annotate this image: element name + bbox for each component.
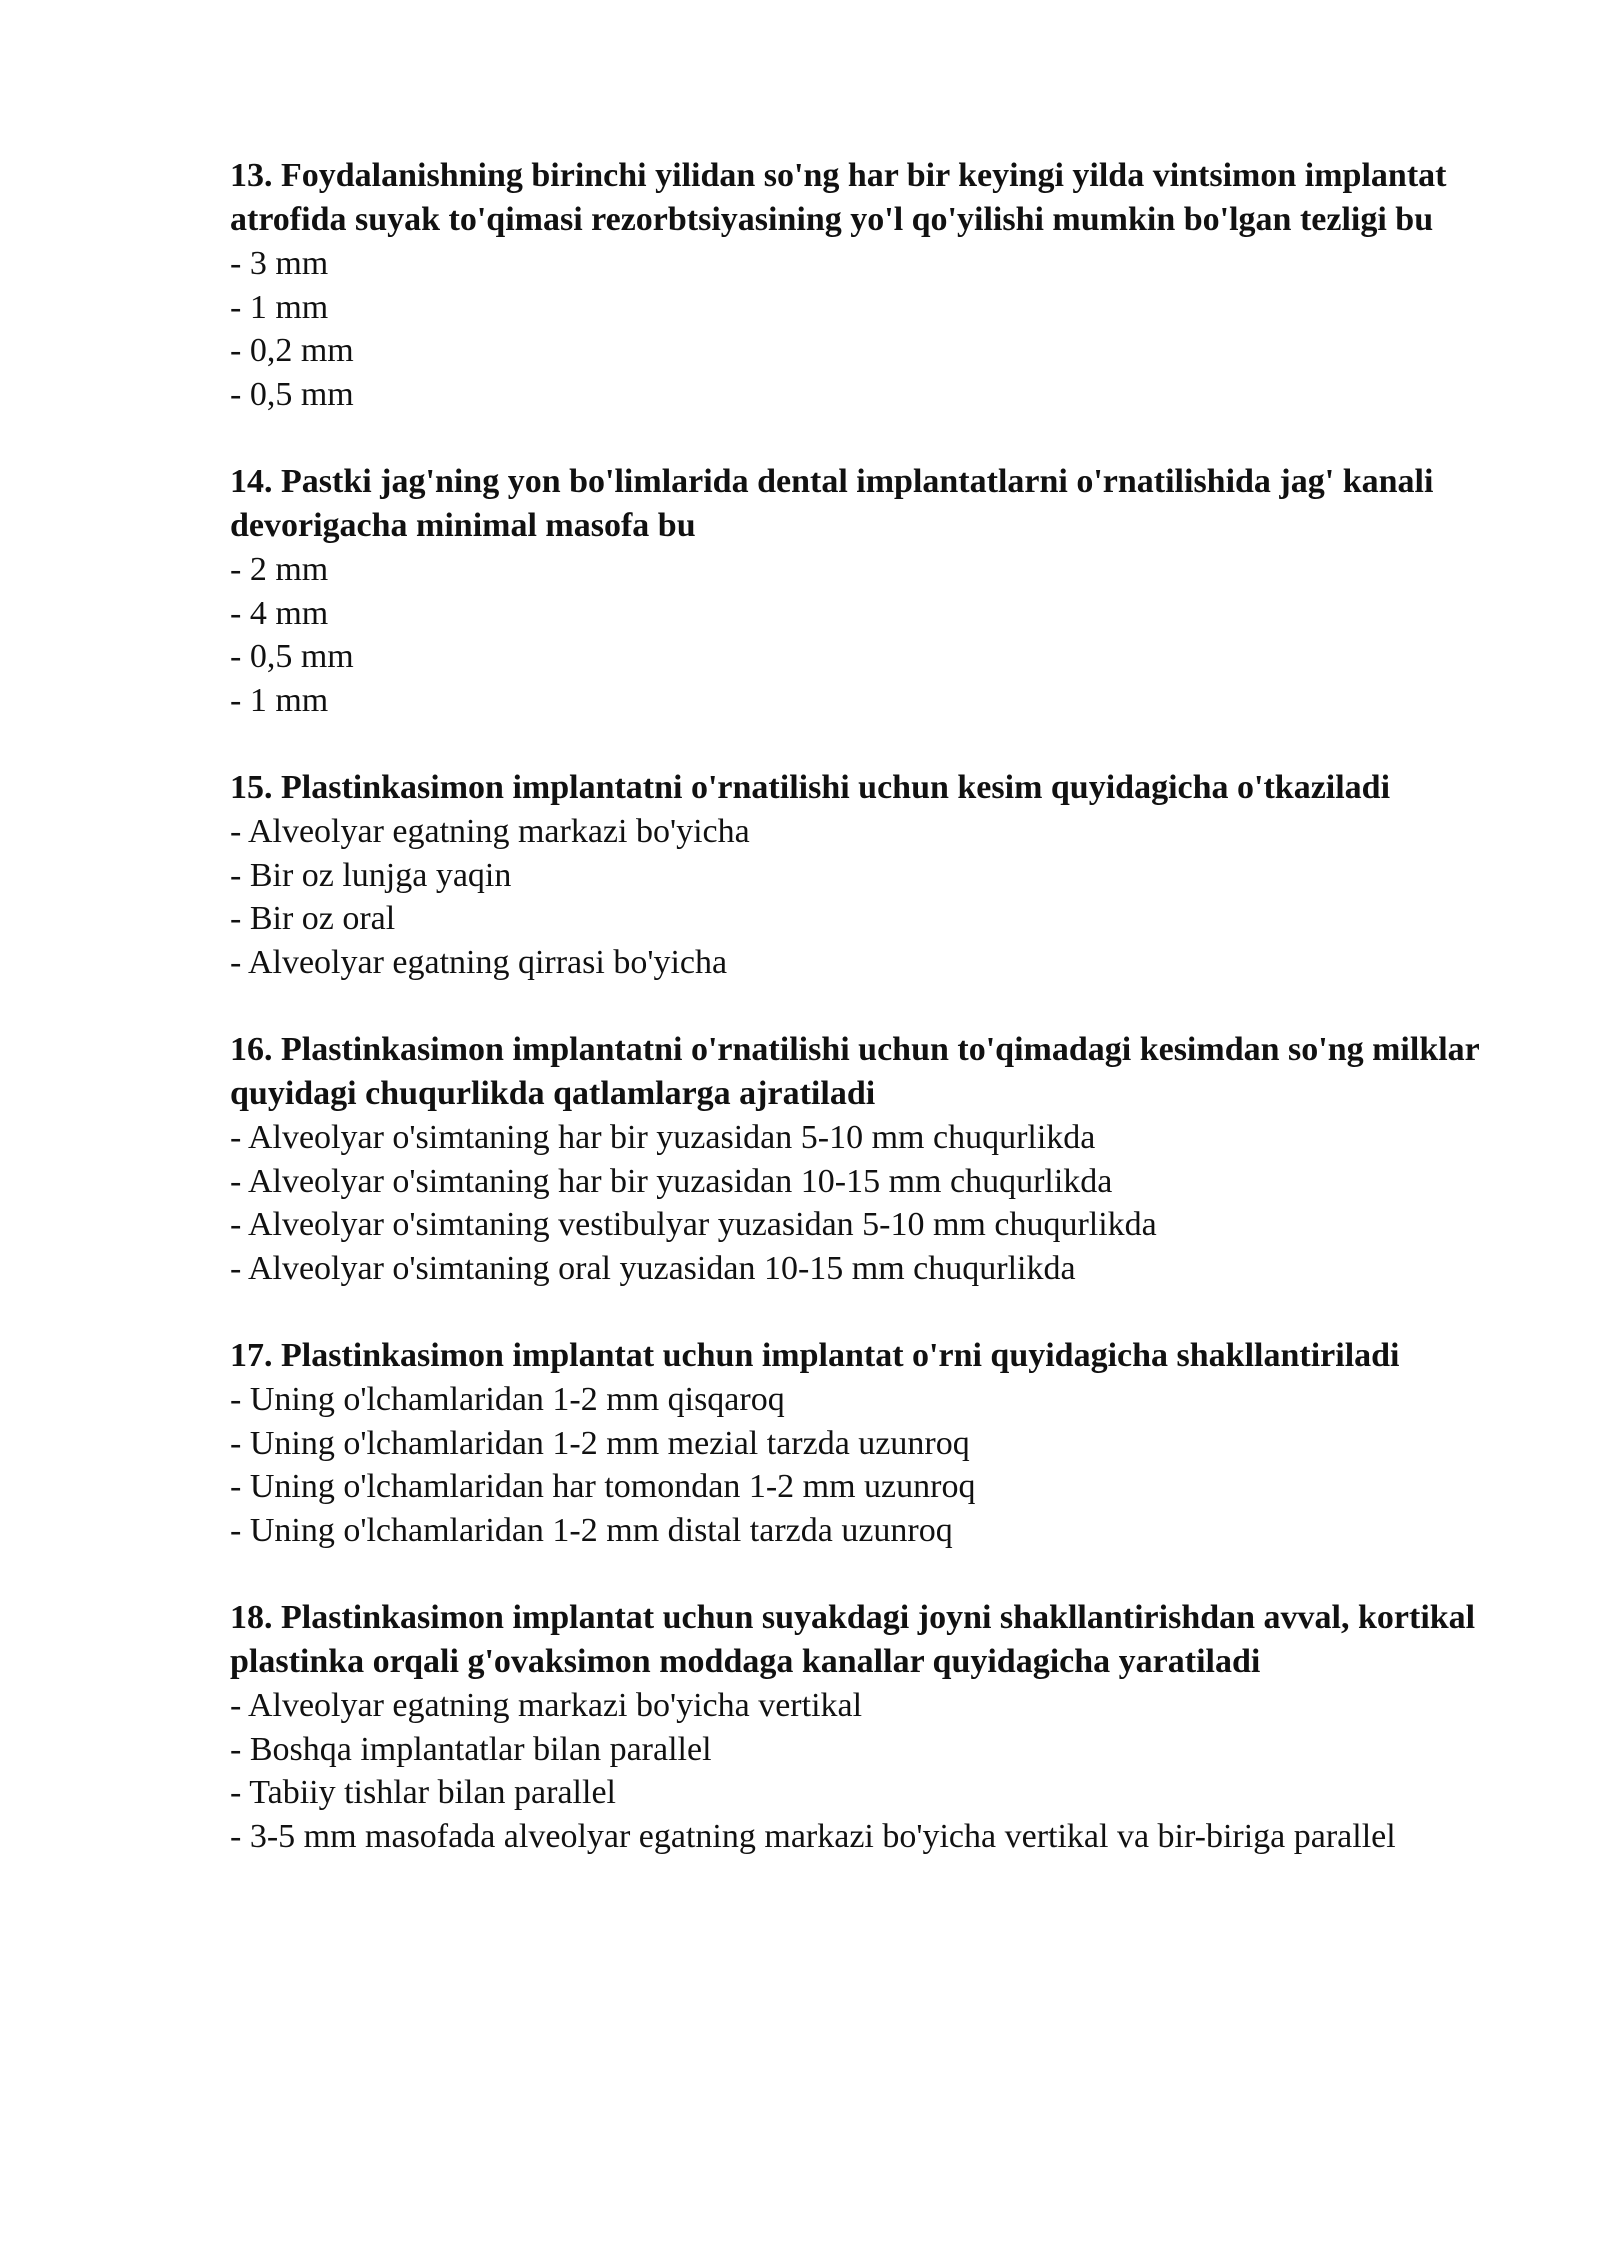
answer-option: - 0,5 mm <box>230 638 354 675</box>
question-title: 15. Plastinkasimon implantatni o'rnatilishi uchun kesim quyidagicha o'tkaziladi <box>230 769 1391 806</box>
answer-option: - 4 mm <box>230 594 329 632</box>
answer-options <box>230 1684 1510 1858</box>
answer-option: - 1 mm <box>230 288 329 326</box>
question-18 <box>230 1596 1510 1858</box>
question-title: 18. Plastinkasimon implantat uchun suyakdagi joyni shakllantirishdan avval, kortikal plastinka orqali g'ovaksimon moddaga kanallar quyidagicha yaratiladi <box>230 1599 1476 1680</box>
question-title: 13. Foydalanishning birinchi yilidan so'ng har bir keyingi yilda vintsimon implantat atrofida suyak to'qimasi rezorbtsiyasining yo'l qo'yilishi mumkin bo'lgan tezligi bu <box>230 157 1447 238</box>
document-page <box>230 154 1510 1902</box>
answer-option: - Uning o'lchamlaridan har tomondan 1-2 mm uzunroq <box>230 1468 976 1505</box>
answer-option: - Bir oz oral <box>230 900 396 937</box>
question-16 <box>230 1028 1510 1290</box>
answer-options <box>230 1116 1510 1290</box>
answer-option: - Bir oz lunjga yaqin <box>230 856 512 894</box>
question-15 <box>230 766 1510 984</box>
answer-option: - Uning o'lchamlaridan 1-2 mm distal tarzda uzunroq <box>230 1511 953 1549</box>
question-title: 17. Plastinkasimon implantat uchun implantat o'rni quyidagicha shakllantiriladi <box>230 1337 1400 1374</box>
question-14 <box>230 460 1510 722</box>
answer-option: - Alveolyar egatning qirrasi bo'yicha <box>230 943 728 981</box>
answer-option: - Boshqa implantatlar bilan parallel <box>230 1730 712 1768</box>
answer-option: - Alveolyar o'simtaning har bir yuzasidan 5-10 mm chuqurlikda <box>230 1119 1096 1156</box>
answer-option: - 2 mm <box>230 551 329 588</box>
question-title: 14. Pastki jag'ning yon bo'limlarida dental implantatlarni o'rnatilishida jag' kanali devorigacha minimal masofa bu <box>230 463 1434 544</box>
answer-option: - Uning o'lchamlaridan 1-2 mm qisqaroq <box>230 1381 785 1418</box>
answer-option: - Uning o'lchamlaridan 1-2 mm mezial tarzda uzunroq <box>230 1424 970 1462</box>
answer-option: - 1 mm <box>230 681 329 719</box>
answer-option: - 3 mm <box>230 245 329 282</box>
question-title: 16. Plastinkasimon implantatni o'rnatilishi uchun to'qimadagi kesimdan so'ng milklar quyidagi chuqurlikda qatlamlarga ajratiladi <box>230 1031 1480 1112</box>
answer-option: - Tabiiy tishlar bilan parallel <box>230 1774 616 1811</box>
answer-options <box>230 1378 1510 1552</box>
answer-option: - Alveolyar egatning markazi bo'yicha <box>230 813 750 850</box>
answer-option: - 0,2 mm <box>230 332 354 369</box>
question-13 <box>230 154 1510 416</box>
answer-options <box>230 242 1510 416</box>
answer-option: - 0,5 mm <box>230 375 354 413</box>
answer-option: - Alveolyar o'simtaning vestibulyar yuzasidan 5-10 mm chuqurlikda <box>230 1206 1157 1243</box>
answer-option: - Alveolyar egatning markazi bo'yicha vertikal <box>230 1687 863 1724</box>
answer-option: - Alveolyar o'simtaning har bir yuzasidan 10-15 mm chuqurlikda <box>230 1162 1113 1200</box>
answer-option: - 3-5 mm masofada alveolyar egatning markazi bo'yicha vertikal va bir-biriga parallel <box>230 1817 1396 1855</box>
answer-option: - Alveolyar o'simtaning oral yuzasidan 10-15 mm chuqurlikda <box>230 1249 1076 1287</box>
question-17 <box>230 1334 1510 1552</box>
answer-options <box>230 548 1510 722</box>
answer-options <box>230 810 1510 984</box>
